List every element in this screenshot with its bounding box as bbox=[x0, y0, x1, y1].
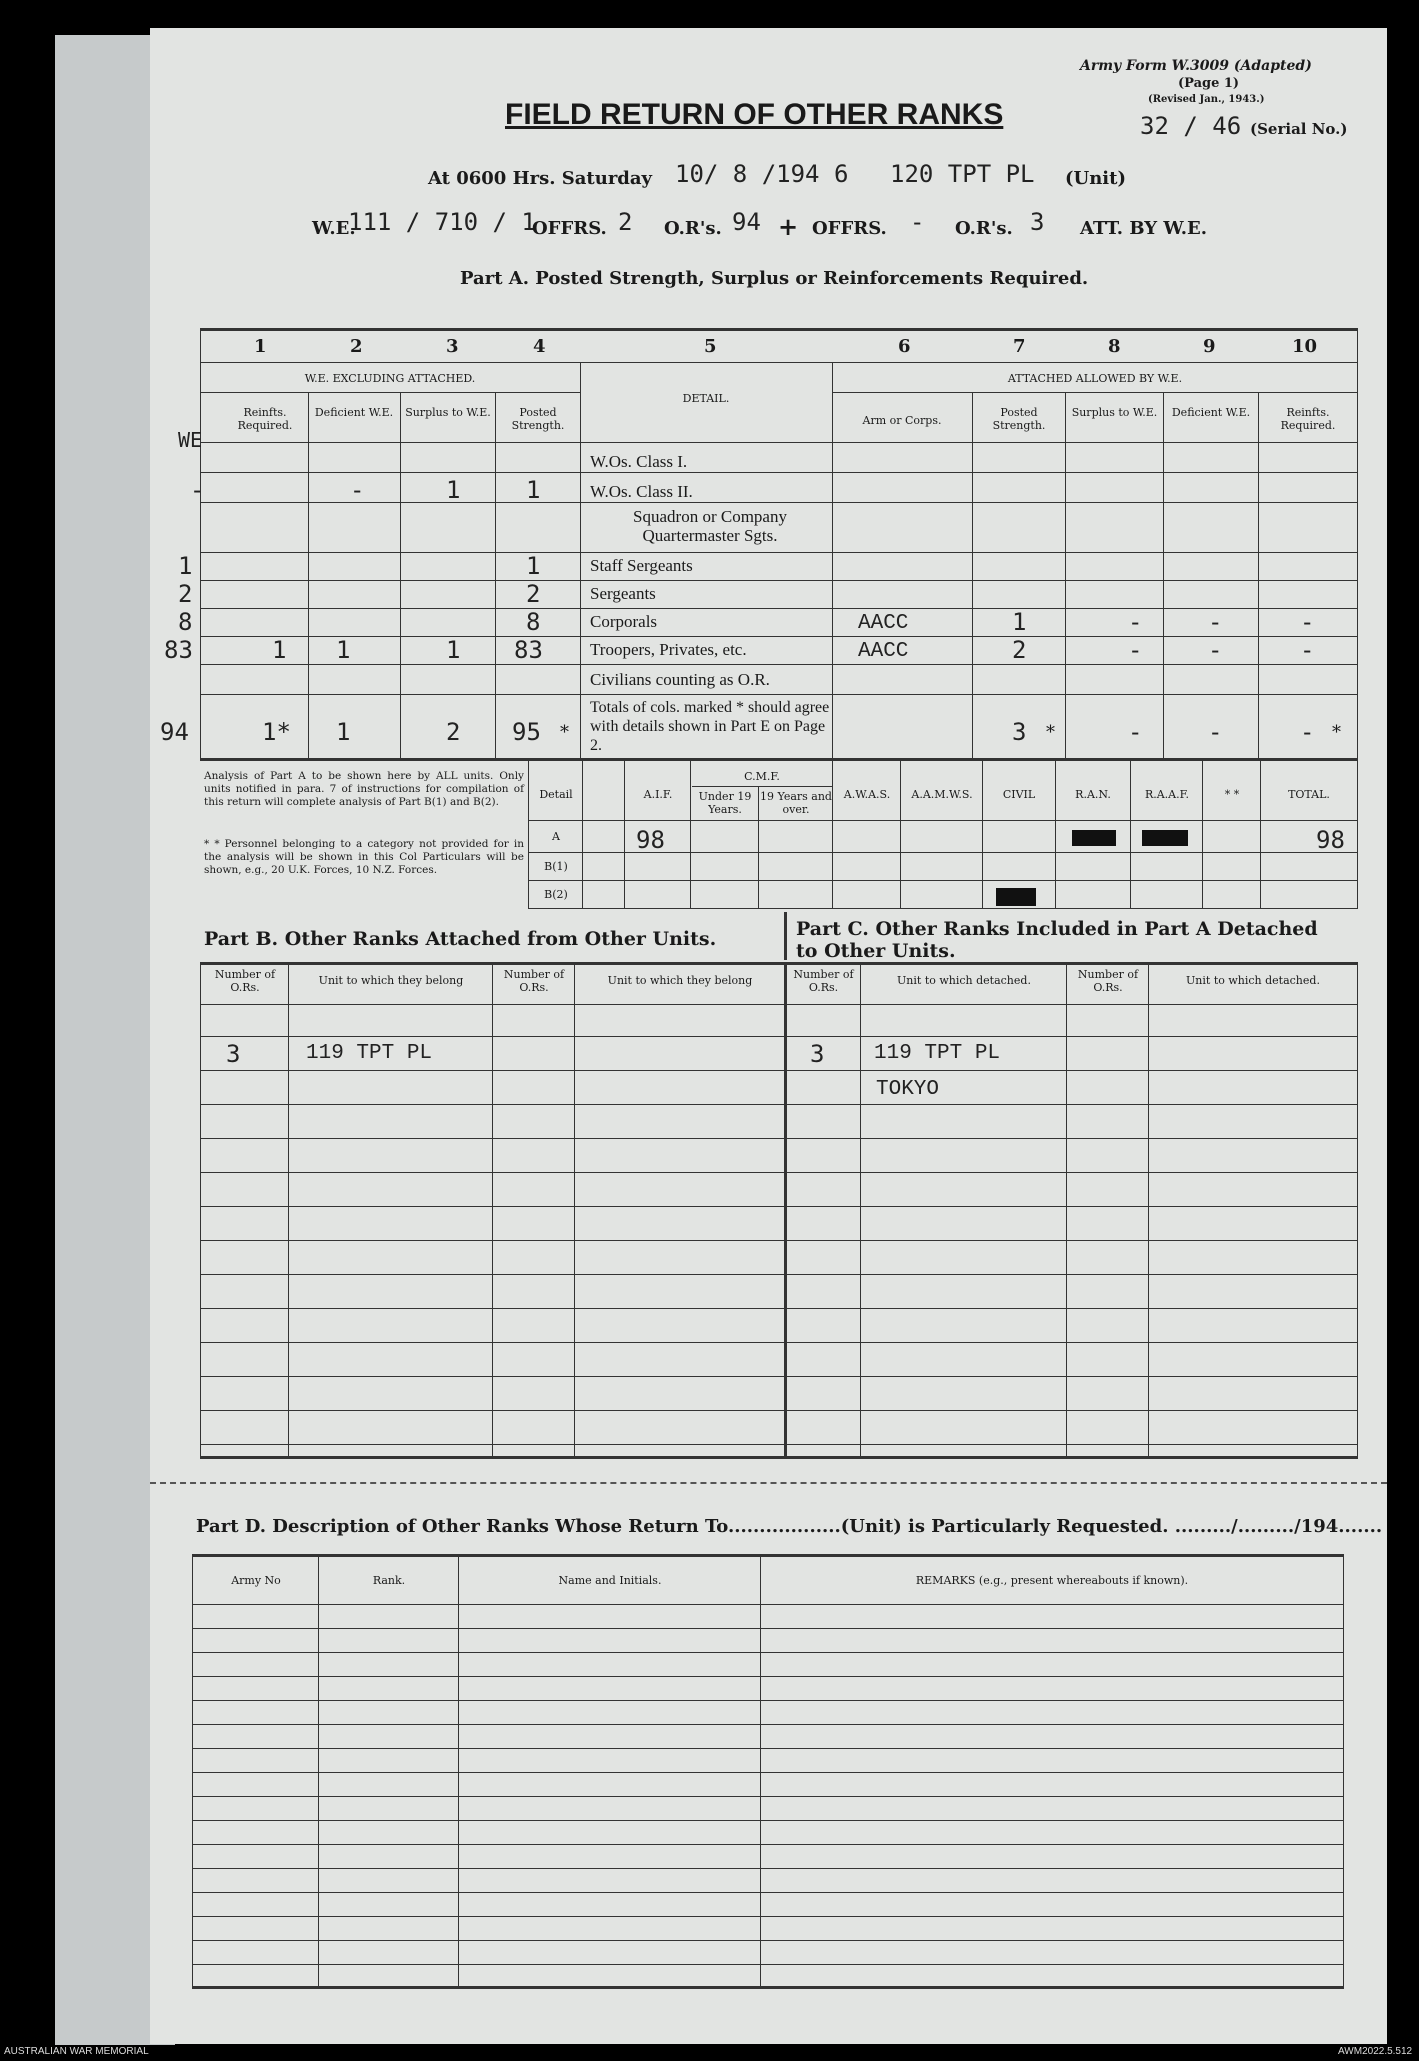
totals-c9: - bbox=[1208, 718, 1223, 746]
revised-label: (Revised Jan., 1943.) bbox=[1148, 94, 1265, 105]
analysis-total-head: TOTAL. bbox=[1288, 788, 1330, 801]
part-b-head-number-1: Number of O.Rs. bbox=[214, 968, 276, 994]
analysis-ran-head: R.A.N. bbox=[1075, 788, 1111, 801]
row-cpl-c7: 1 bbox=[1012, 608, 1027, 636]
part-c-head-unit-1: Unit to which detached. bbox=[897, 974, 1031, 987]
perforation-line bbox=[150, 1482, 1387, 1484]
offrs-value: 2 bbox=[618, 208, 633, 236]
analysis-detail-head: Detail bbox=[539, 788, 573, 801]
we-value: 111 / 710 / 1 bbox=[348, 208, 536, 236]
part-b-entry-unit: 119 TPT PL bbox=[306, 1042, 433, 1065]
row-ssgt-we: 1 bbox=[178, 552, 193, 580]
part-a-title: Part A. Posted Strength, Surplus or Reinforcements Required. bbox=[460, 268, 1089, 289]
row-pte-c1: 1 bbox=[272, 636, 287, 664]
totals-star-4: * bbox=[560, 722, 569, 743]
head-deficient-we: Deficient W.E. bbox=[314, 406, 394, 419]
totals-star-7: * bbox=[1046, 722, 1055, 743]
totals-c3: 2 bbox=[446, 718, 461, 746]
row-pte-c10: - bbox=[1300, 636, 1315, 664]
head-reinfts-att: Reinfts. Required. bbox=[1280, 406, 1336, 432]
col-num-7: 7 bbox=[1013, 336, 1026, 357]
col-num-10: 10 bbox=[1292, 336, 1318, 357]
head-posted-strength-att: Posted Strength. bbox=[992, 406, 1046, 432]
at-hours-label: At 0600 Hrs. Saturday bbox=[428, 168, 653, 189]
head-deficient-att: Deficient W.E. bbox=[1171, 406, 1251, 419]
form-title: FIELD RETURN OF OTHER RANKS bbox=[505, 98, 1004, 131]
ors-attached-value: 3 bbox=[1030, 208, 1045, 236]
part-c-head-number-2: Number of O.Rs. bbox=[1077, 968, 1139, 994]
part-d-title: Part D. Description of Other Ranks Whose Return To..................(Unit) is Particularly Requested. ........./........./194....... bbox=[196, 1516, 1383, 1537]
part-c-head-number-1: Number of O.Rs. bbox=[793, 968, 854, 994]
analysis-awas-head: A.W.A.S. bbox=[843, 788, 891, 801]
part-b-entry-number: 3 bbox=[226, 1040, 241, 1068]
page-label: (Page 1) bbox=[1178, 76, 1240, 91]
row-detail-sergeants: Sergeants bbox=[590, 584, 656, 603]
col-num-5: 5 bbox=[704, 336, 717, 357]
head-posted-strength: Posted Strength. bbox=[511, 406, 565, 432]
we-label: W.E. bbox=[312, 218, 356, 239]
ors-value: 94 bbox=[732, 208, 761, 236]
col-num-8: 8 bbox=[1108, 336, 1121, 357]
head-reinfts-required: Reinfts. Required. bbox=[237, 406, 293, 432]
totals-c7: 3 bbox=[1012, 718, 1027, 746]
row-detail-cqms: Squadron or Company Quartermaster Sgts. bbox=[633, 507, 787, 545]
totals-star-10: * bbox=[1332, 722, 1341, 743]
part-d-head-name: Name and Initials. bbox=[558, 1574, 662, 1587]
row-cpl-arm: AACC bbox=[858, 612, 909, 635]
totals-c10: - bbox=[1300, 718, 1315, 746]
part-d-head-remarks: REMARKS (e.g., present whereabouts if known). bbox=[915, 1574, 1189, 1587]
col-num-3: 3 bbox=[446, 336, 459, 357]
offrs-attached-label: OFFRS. bbox=[812, 218, 887, 239]
row-wo2-c2: - bbox=[350, 476, 365, 504]
row-detail-privates: Troopers, Privates, etc. bbox=[590, 640, 747, 659]
head-arm-or-corps: Arm or Corps. bbox=[862, 414, 942, 427]
totals-we: 94 bbox=[160, 718, 189, 746]
part-b-head-number-2: Number of O.Rs. bbox=[503, 968, 565, 994]
row-detail-wo-class-2: W.Os. Class II. bbox=[590, 482, 693, 501]
redaction-civil bbox=[996, 888, 1036, 906]
col-num-1: 1 bbox=[254, 336, 267, 357]
footer-institution: AUSTRALIAN WAR MEMORIAL bbox=[4, 2046, 149, 2057]
analysis-civil-head: CIVIL bbox=[1002, 788, 1036, 801]
row-pte-c8: - bbox=[1128, 636, 1143, 664]
part-b-title: Part B. Other Ranks Attached from Other Units. bbox=[204, 928, 717, 950]
row-pte-arm: AACC bbox=[858, 640, 909, 663]
analysis-row-a: A bbox=[552, 830, 560, 843]
row-wo2-c3: 1 bbox=[446, 476, 461, 504]
row-detail-wo-class-1: W.Os. Class I. bbox=[590, 452, 688, 471]
analysis-note-1: Analysis of Part A to be shown here by ALL units. Only units notified in para. 7 of instructions for compilation of this return will complete analysis of Part B(1) and B(2). bbox=[204, 770, 524, 808]
totals-c8: - bbox=[1128, 718, 1143, 746]
analysis-other-head: * * bbox=[1224, 788, 1240, 801]
analysis-under19-head: Under 19 Years. bbox=[698, 790, 752, 816]
row-wo2-c4: 1 bbox=[526, 476, 541, 504]
row-pte-c2: 1 bbox=[336, 636, 351, 664]
row-pte-c4: 83 bbox=[514, 636, 543, 664]
part-b-head-unit-2: Unit to which they belong bbox=[607, 974, 753, 987]
analysis-note-2: * * Personnel belonging to a category not provided for in the analysis will be shown in this Col Particulars will be shown, e.g., 20 U.K. Forces, 10 N.Z. Forces. bbox=[204, 838, 524, 876]
totals-c4: 95 bbox=[512, 718, 541, 746]
unit-value: 120 TPT PL bbox=[890, 160, 1035, 188]
detail-heading: DETAIL. bbox=[682, 392, 730, 405]
offrs-attached-value: - bbox=[910, 208, 925, 236]
analysis-a-aif: 98 bbox=[636, 826, 665, 854]
row-detail-staff-sergeants: Staff Sergeants bbox=[590, 556, 693, 575]
left-group-heading: W.E. EXCLUDING ATTACHED. bbox=[304, 372, 476, 385]
row-cpl-c9: - bbox=[1208, 608, 1223, 636]
row-sgt-c4: 2 bbox=[526, 580, 541, 608]
row-pte-c9: - bbox=[1208, 636, 1223, 664]
row-pte-c3: 1 bbox=[446, 636, 461, 664]
unit-label: (Unit) bbox=[1065, 168, 1126, 189]
right-group-heading: ATTACHED ALLOWED BY W.E. bbox=[1007, 372, 1183, 385]
part-c-head-unit-2: Unit to which detached. bbox=[1186, 974, 1320, 987]
analysis-over19-head: 19 Years and over. bbox=[760, 790, 832, 816]
ors-attached-label: O.R's. bbox=[955, 218, 1013, 239]
row-cpl-c4: 8 bbox=[526, 608, 541, 636]
col-num-6: 6 bbox=[898, 336, 911, 357]
army-form-label: Army Form W.3009 (Adapted) bbox=[1080, 58, 1312, 74]
row-ssgt-c4: 1 bbox=[526, 552, 541, 580]
redaction-raaf bbox=[1142, 830, 1188, 846]
analysis-aamws-head: A.A.M.W.S. bbox=[911, 788, 973, 801]
redaction-ran bbox=[1072, 830, 1116, 846]
row-wo2-we: - bbox=[190, 476, 205, 504]
row-cpl-we: 8 bbox=[178, 608, 193, 636]
serial-label: (Serial No.) bbox=[1250, 120, 1348, 138]
part-d-head-army-no: Army No bbox=[231, 1574, 281, 1587]
part-c-title: Part C. Other Ranks Included in Part A Detached to Other Units. bbox=[796, 918, 1318, 962]
date-value: 10/ 8 /194 6 bbox=[675, 160, 849, 188]
totals-c1: 1* bbox=[262, 718, 291, 746]
analysis-aif-head: A.I.F. bbox=[643, 788, 673, 801]
row-detail-corporals: Corporals bbox=[590, 612, 658, 631]
row-detail-civilians: Civilians counting as O.R. bbox=[590, 670, 770, 689]
col-num-4: 4 bbox=[533, 336, 546, 357]
att-by-we-label: ATT. BY W.E. bbox=[1080, 218, 1208, 239]
footer-accession: AWM2022.5.512 bbox=[1338, 2046, 1413, 2057]
serial-number: 32 / 46 bbox=[1140, 112, 1242, 140]
head-surplus-att: Surplus to W.E. bbox=[1071, 406, 1158, 419]
row-pte-we: 83 bbox=[164, 636, 193, 664]
row-cpl-c8: - bbox=[1128, 608, 1143, 636]
col-num-9: 9 bbox=[1203, 336, 1216, 357]
row-cpl-c10: - bbox=[1300, 608, 1315, 636]
row-sgt-we: 2 bbox=[178, 580, 193, 608]
we-margin-label: WE bbox=[178, 428, 203, 452]
totals-detail: Totals of cols. marked * should agree with details shown in Part E on Page 2. bbox=[590, 699, 830, 754]
part-c-entry-number: 3 bbox=[810, 1040, 825, 1068]
analysis-row-b2: B(2) bbox=[544, 888, 568, 901]
part-c-entry-unit: 119 TPT PL bbox=[874, 1042, 1001, 1065]
part-c-entry-unit-2: TOKYO bbox=[876, 1078, 940, 1101]
row-pte-c7: 2 bbox=[1012, 636, 1027, 664]
part-b-head-unit-1: Unit to which they belong bbox=[318, 974, 464, 987]
totals-c2: 1 bbox=[336, 718, 351, 746]
col-num-2: 2 bbox=[350, 336, 363, 357]
plus-sign: + bbox=[778, 212, 799, 241]
analysis-cmf-head: C.M.F. bbox=[744, 770, 780, 783]
analysis-raaf-head: R.A.A.F. bbox=[1144, 788, 1190, 801]
ors-label: O.R's. bbox=[664, 218, 722, 239]
head-surplus-to-we: Surplus to W.E. bbox=[405, 406, 491, 419]
part-d-head-rank: Rank. bbox=[372, 1574, 406, 1587]
offrs-label: OFFRS. bbox=[532, 218, 607, 239]
analysis-row-b1: B(1) bbox=[544, 860, 568, 873]
analysis-a-total: 98 bbox=[1316, 826, 1345, 854]
